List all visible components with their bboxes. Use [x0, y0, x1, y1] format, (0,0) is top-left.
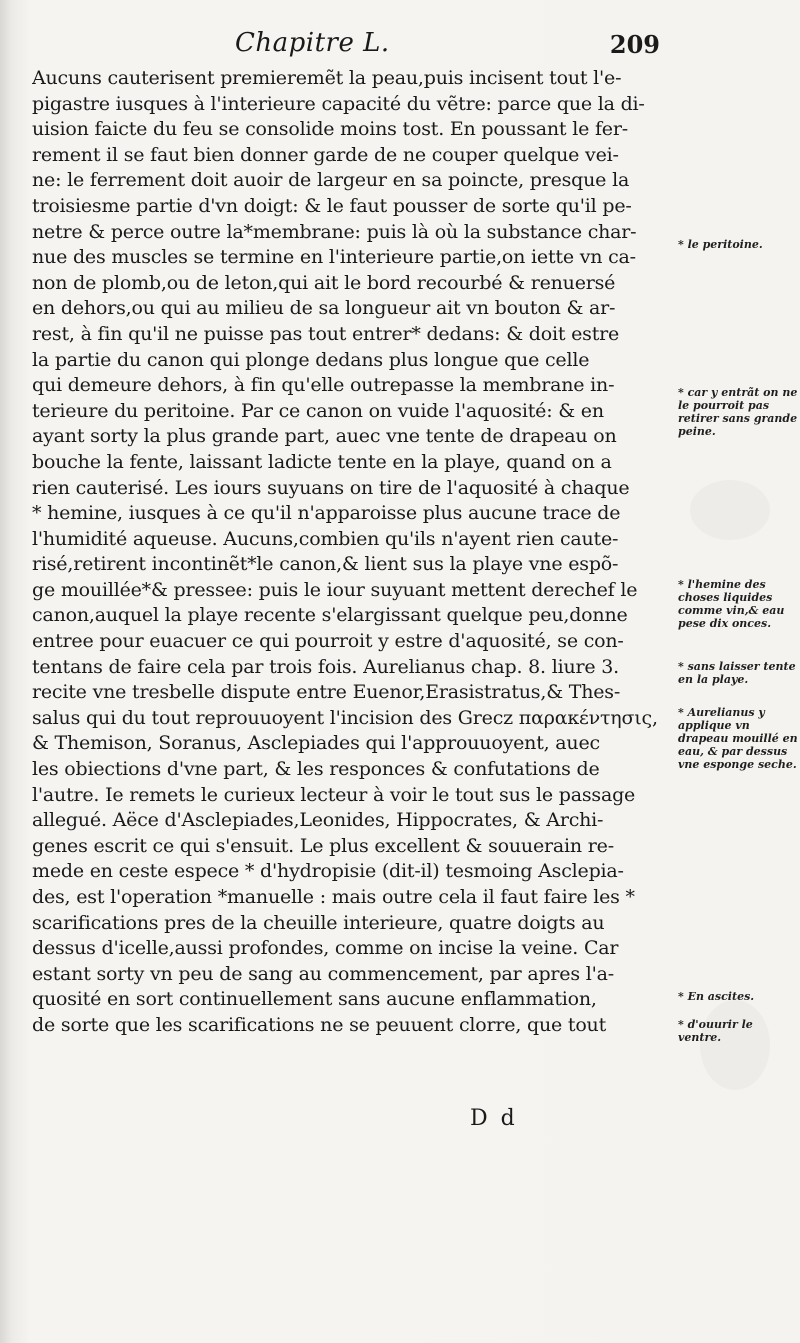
text-line: bouche la fente, laissant ladicte tente en la playe, quand on a: [32, 450, 612, 473]
margin-note: * Aurelianus y applique vn drapeau mouillé en eau, & par dessus vne esponge seche.: [678, 706, 798, 771]
margin-note: * d'ouurir le ventre.: [678, 1018, 753, 1044]
text-line: Aucuns cauterisent premieremẽt la peau,puis incisent tout l'e-: [32, 67, 622, 89]
text-line: & Themison, Soranus, Asclepiades qui l'approuuoyent, auec: [32, 732, 600, 755]
body-text: [32, 66, 672, 1039]
catchword: D d: [470, 1106, 518, 1131]
margin-note: * car y entrãt on ne le pourroit pas retirer sans grande peine.: [678, 386, 798, 438]
text-line: en dehors,ou qui au milieu de sa longueur ait vn bouton & ar-: [32, 297, 616, 320]
text-line: estant sorty vn peu de sang au commencement, par apres l'a-: [32, 962, 614, 985]
paper-stain: [690, 480, 770, 540]
text-line: des, est l'operation *manuelle : mais outre cela il faut faire les *: [32, 886, 635, 908]
text-line: genes escrit ce qui s'ensuit. Le plus excellent & souuerain re-: [32, 834, 614, 857]
page-number: 209: [609, 30, 660, 59]
text-line: * hemine, iusques à ce qu'il n'apparoisse plus aucune trace de: [32, 502, 621, 525]
text-line: qui demeure dehors, à fin qu'elle outrepasse la membrane in-: [32, 374, 615, 397]
text-line: uision faicte du feu se consolide moins tost. En poussant le fer-: [32, 118, 628, 141]
text-line: ne: le ferrement doit auoir de largeur en sa poincte, presque la: [32, 169, 630, 192]
text-line: de sorte que les scarifications ne se peuuent clorre, que tout: [32, 1013, 607, 1036]
text-line: canon,auquel la playe recente s'elargissant quelque peu,donne: [32, 604, 628, 627]
text-line: ayant sorty la plus grande part, auec vne tente de drapeau on: [32, 425, 617, 448]
text-line: tentans de faire cela par trois fois. Aurelianus chap. 8. liure 3.: [32, 655, 620, 678]
text-line: allegué. Aëce d'Asclepiades,Leonides, Hippocrates, & Archi-: [32, 809, 604, 832]
text-line: scarifications pres de la cheuille interieure, quatre doigts au: [32, 911, 605, 934]
text-line: pigastre iusques à l'interieure capacité du vẽtre: parce que la di-: [32, 92, 645, 115]
text-line: troisiesme partie d'vn doigt: & le faut pousser de sorte qu'il pe-: [32, 194, 632, 217]
text-line: netre & perce outre la*membrane: puis là où la substance char-: [32, 220, 637, 243]
margin-note: * l'hemine des choses liquides comme vin,& eau pese dix onces.: [678, 578, 785, 630]
text-line: recite vne tresbelle dispute entre Euenor,Erasistratus,& Thes-: [32, 681, 621, 704]
text-line: rement il se faut bien donner garde de ne couper quelque vei-: [32, 143, 619, 166]
running-header: [30, 28, 670, 68]
text-line: risé,retirent incontinẽt*le canon,& lient sus la playe vne espõ-: [32, 553, 619, 576]
text-line: dessus d'icelle,aussi profondes, comme on incise la veine. Car: [32, 937, 619, 960]
text-line: rien cauterisé. Les iours suyuans on tire de l'aquosité à chaque: [32, 476, 630, 499]
text-line: nue des muscles se termine en l'interieure partie,on iette vn ca-: [32, 246, 636, 269]
text-line: l'humidité aqueuse. Aucuns,combien qu'ils n'ayent rien caute-: [32, 527, 619, 550]
paper-stain: [700, 1000, 770, 1090]
text-line: mede en ceste espece * d'hydropisie (dit-il) tesmoing Asclepia-: [32, 860, 624, 883]
text-line: les obiections d'vne part, & les responces & confutations de: [32, 758, 600, 781]
text-line: quosité en sort continuellement sans aucune enflammation,: [32, 988, 597, 1011]
margin-note: * sans laisser tente en la playe.: [678, 660, 796, 686]
text-line: non de plomb,ou de leton,qui ait le bord recourbé & renuersé: [32, 271, 616, 294]
text-line: rest, à fin qu'il ne puisse pas tout entrer* dedans: & doit estre: [32, 322, 620, 345]
text-line: entree pour euacuer ce qui pourroit y estre d'aquosité, se con-: [32, 630, 624, 653]
text-line: terieure du peritoine. Par ce canon on vuide l'aquosité: & en: [32, 399, 604, 422]
text-line: salus qui du tout reprouuoyent l'incision des Grecz παρακέντησις,: [32, 706, 658, 729]
margin-note: * le peritoine.: [678, 238, 763, 251]
text-line: l'autre. Ie remets le curieux lecteur à voir le tout sus le passage: [32, 783, 636, 806]
chapter-title: Chapitre L.: [235, 28, 390, 58]
margin-note: * En ascites.: [678, 990, 755, 1003]
text-line: ge mouillée*& pressee: puis le iour suyuant mettent derechef le: [32, 578, 638, 601]
text-line: la partie du canon qui plonge dedans plus longue que celle: [32, 348, 590, 371]
